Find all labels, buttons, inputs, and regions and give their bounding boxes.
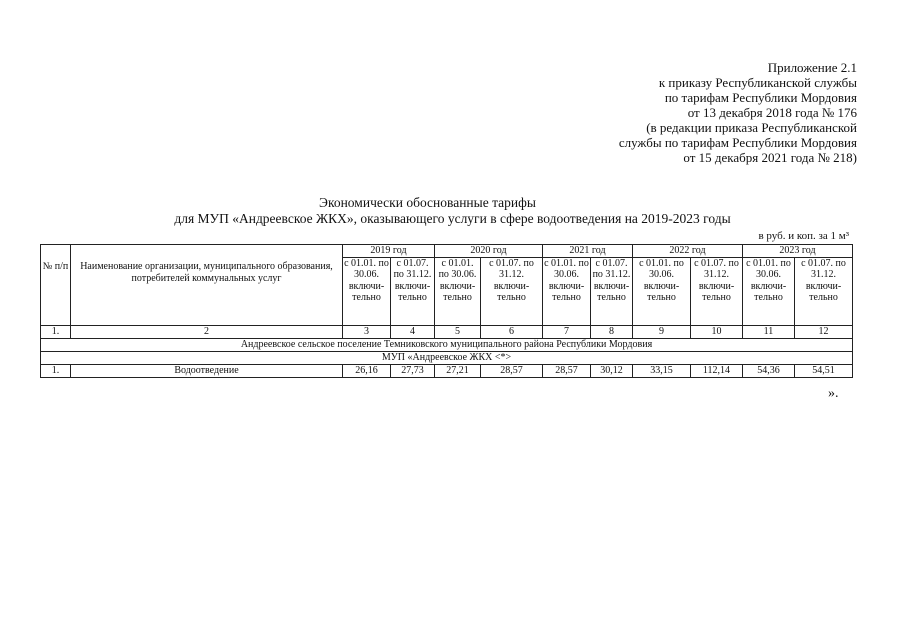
column-number: 3 bbox=[343, 325, 391, 338]
header-year: 2021 год bbox=[543, 245, 633, 258]
column-number: 7 bbox=[543, 325, 591, 338]
tariff-value: 112,14 bbox=[691, 364, 743, 377]
header-year: 2022 год bbox=[633, 245, 743, 258]
header-period: с 01.07. по 31.12. включи-тельно bbox=[481, 257, 543, 325]
header-period: с 01.07. по 31.12. включи-тельно bbox=[391, 257, 435, 325]
column-number: 4 bbox=[391, 325, 435, 338]
tariff-value: 33,15 bbox=[633, 364, 691, 377]
header-period: с 01.01. по 30.06. включи-тельно bbox=[633, 257, 691, 325]
section-row-organization bbox=[41, 351, 853, 364]
header-year: 2023 год bbox=[743, 245, 853, 258]
header-no: № п/п bbox=[41, 245, 71, 326]
appendix-line: к приказу Республиканской службы bbox=[658, 75, 857, 90]
column-number: 1. bbox=[41, 325, 71, 338]
column-number: 2 bbox=[71, 325, 343, 338]
appendix-line: (в редакции приказа Республиканской bbox=[646, 120, 857, 135]
header-year: 2020 год bbox=[435, 245, 543, 258]
column-number: 10 bbox=[691, 325, 743, 338]
section-municipality: Андреевское сельское поселение Темниковского муниципального района Республики Мордовия bbox=[41, 338, 853, 351]
header-period: с 01.07. по 31.12. включи-тельно bbox=[795, 257, 853, 325]
appendix-line: Приложение 2.1 bbox=[767, 60, 857, 75]
title-line-2: для МУП «Андреевское ЖКХ», оказывающего услуги в сфере водоотведения на 2019-2023 годы bbox=[174, 211, 731, 226]
tariff-table bbox=[40, 244, 853, 378]
header-period: с 01.01. по 30.06. включи-тельно bbox=[343, 257, 391, 325]
appendix-line: по тарифам Республики Мордовия bbox=[664, 90, 857, 105]
appendix-line: от 15 декабря 2021 года № 218) bbox=[683, 150, 857, 165]
appendix-header bbox=[619, 60, 857, 165]
header-period: с 01.07. по 31.12. включи-тельно bbox=[691, 257, 743, 325]
section-organization: МУП «Андреевское ЖКХ <*> bbox=[41, 351, 853, 364]
tariff-value: 54,51 bbox=[795, 364, 853, 377]
header-period: с 01.01. по 30.06. включи-тельно bbox=[435, 257, 481, 325]
row-number: 1. bbox=[41, 364, 71, 377]
title-line-1: Экономически обоснованные тарифы bbox=[319, 195, 536, 210]
column-number: 8 bbox=[591, 325, 633, 338]
row-name: Водоотведение bbox=[71, 364, 343, 377]
header-period: с 01.01. по 30.06. включи-тельно bbox=[743, 257, 795, 325]
header-period: с 01.01. по 30.06. включи-тельно bbox=[543, 257, 591, 325]
tariff-value: 26,16 bbox=[343, 364, 391, 377]
column-number: 6 bbox=[481, 325, 543, 338]
tariff-value: 27,21 bbox=[435, 364, 481, 377]
column-number: 5 bbox=[435, 325, 481, 338]
tariff-value: 54,36 bbox=[743, 364, 795, 377]
table-row bbox=[41, 364, 853, 377]
appendix-line: службы по тарифам Республики Мордовия bbox=[618, 135, 857, 150]
column-numbers-row bbox=[41, 325, 853, 338]
column-number: 12 bbox=[795, 325, 853, 338]
tariff-value: 30,12 bbox=[591, 364, 633, 377]
tariff-value: 28,57 bbox=[481, 364, 543, 377]
column-number: 11 bbox=[743, 325, 795, 338]
header-name: Наименование организации, муниципального образования, потребителей коммунальных услуг bbox=[71, 245, 343, 326]
document-title bbox=[0, 195, 905, 227]
tariff-value: 28,57 bbox=[543, 364, 591, 377]
header-period: с 01.07. по 31.12. включи-тельно bbox=[591, 257, 633, 325]
closing-quote: ». bbox=[828, 386, 839, 401]
column-number: 9 bbox=[633, 325, 691, 338]
section-row-municipality bbox=[41, 338, 853, 351]
header-year: 2019 год bbox=[343, 245, 435, 258]
appendix-line: от 13 декабря 2018 года № 176 bbox=[687, 105, 857, 120]
units-note: в руб. и коп. за 1 м³ bbox=[758, 230, 849, 242]
tariff-value: 27,73 bbox=[391, 364, 435, 377]
